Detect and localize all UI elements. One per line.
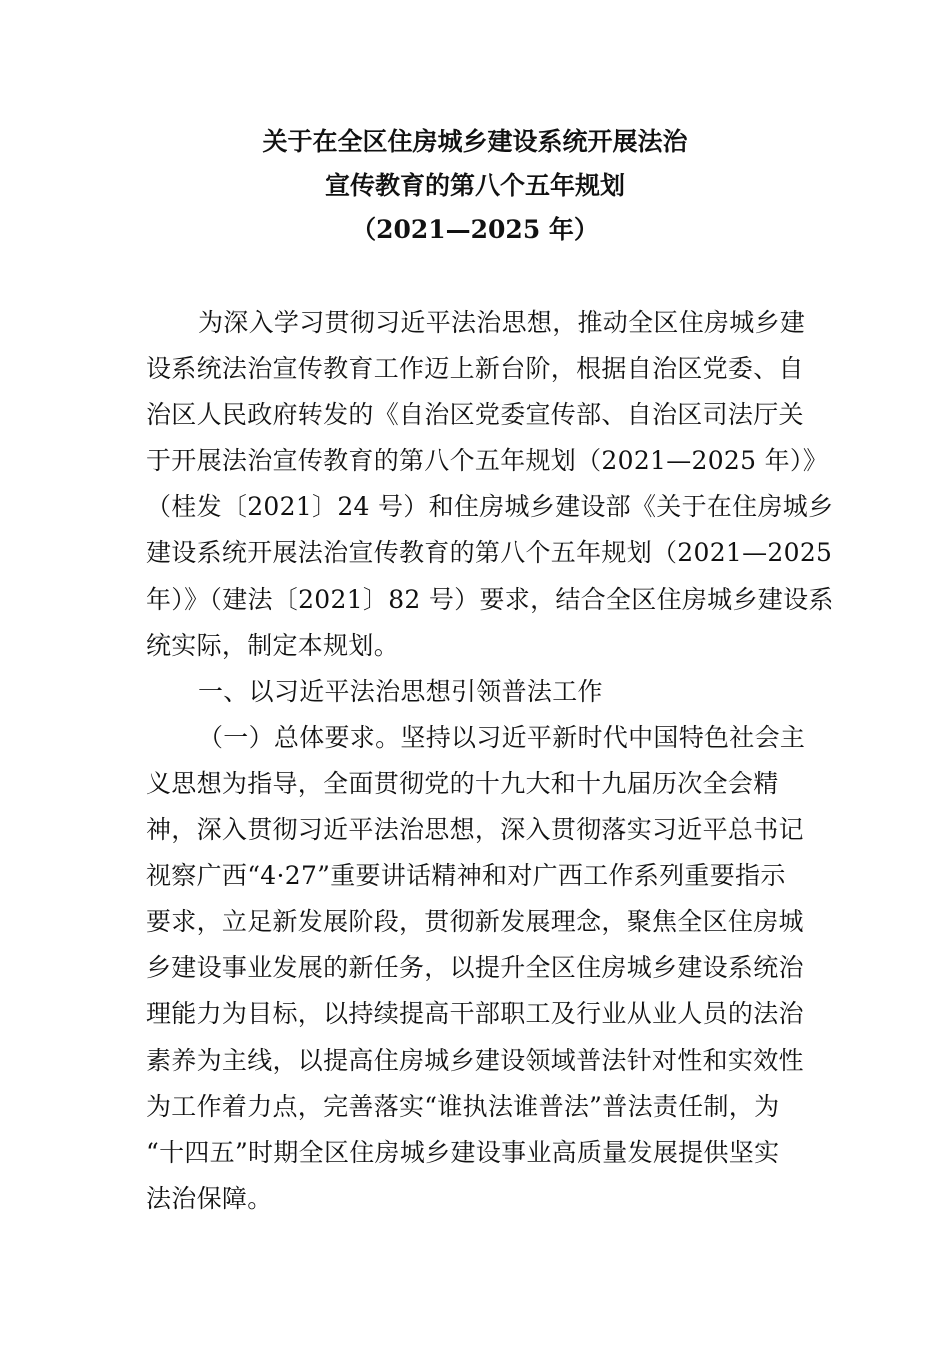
body-line: 视察广西“4·27”重要讲话精神和对广西工作系列重要指示	[146, 861, 786, 891]
body-line: 治区人民政府转发的《自治区党委宣传部、自治区司法厅关	[146, 400, 804, 430]
body-line: “十四五”时期全区住房城乡建设事业高质量发展提供坚实	[146, 1137, 780, 1167]
body-line: 为深入学习贯彻习近平法治思想，推动全区住房城乡建	[198, 308, 806, 337]
body-line: （桂发〔2021〕24 号）和住房城乡建设部《关于在住房城乡	[146, 492, 834, 522]
body-line: 乡建设事业发展的新任务，以提升全区住房城乡建设系统治	[146, 953, 804, 983]
body-line: 设系统法治宣传教育工作迈上新台阶，根据自治区党委、自	[146, 354, 804, 384]
body-line: 统实际，制定本规划。	[146, 630, 400, 660]
document-body	[146, 300, 834, 1222]
body-line: 素养为主线，以提高住房城乡建设领域普法针对性和实效性	[146, 1045, 804, 1075]
title-line-1: 关于在全区住房城乡建设系统开展法治	[262, 127, 688, 156]
body-line: 理能力为目标，以持续提高干部职工及行业从业人员的法治	[146, 999, 804, 1029]
body-line: （一）总体要求。坚持以习近平新时代中国特色社会主	[198, 722, 806, 752]
body-line: 要求，立足新发展阶段，贯彻新发展理念，聚焦全区住房城	[146, 907, 804, 937]
body-line: 年）》（建法〔2021〕82 号）要求，结合全区住房城乡建设系	[146, 584, 834, 614]
body-line: 法治保障。	[146, 1183, 273, 1213]
title-line-2: 宣传教育的第八个五年规划	[324, 171, 625, 200]
title-line-3: （2021—2025 年）	[351, 215, 599, 244]
body-line: 为工作着力点，完善落实“谁执法谁普法”普法责任制，为	[146, 1091, 780, 1121]
body-line: 于开展法治宣传教育的第八个五年规划（2021—2025 年）》	[146, 446, 828, 476]
body-line: 一、以习近平法治思想引领普法工作	[198, 676, 603, 706]
body-line: 义思想为指导，全面贯彻党的十九大和十九届历次全会精	[146, 768, 779, 798]
document-title	[0, 120, 950, 252]
body-line: 建设系统开展法治宣传教育的第八个五年规划（2021—2025	[146, 538, 833, 568]
body-line: 神，深入贯彻习近平法治思想，深入贯彻落实习近平总书记	[146, 815, 804, 845]
